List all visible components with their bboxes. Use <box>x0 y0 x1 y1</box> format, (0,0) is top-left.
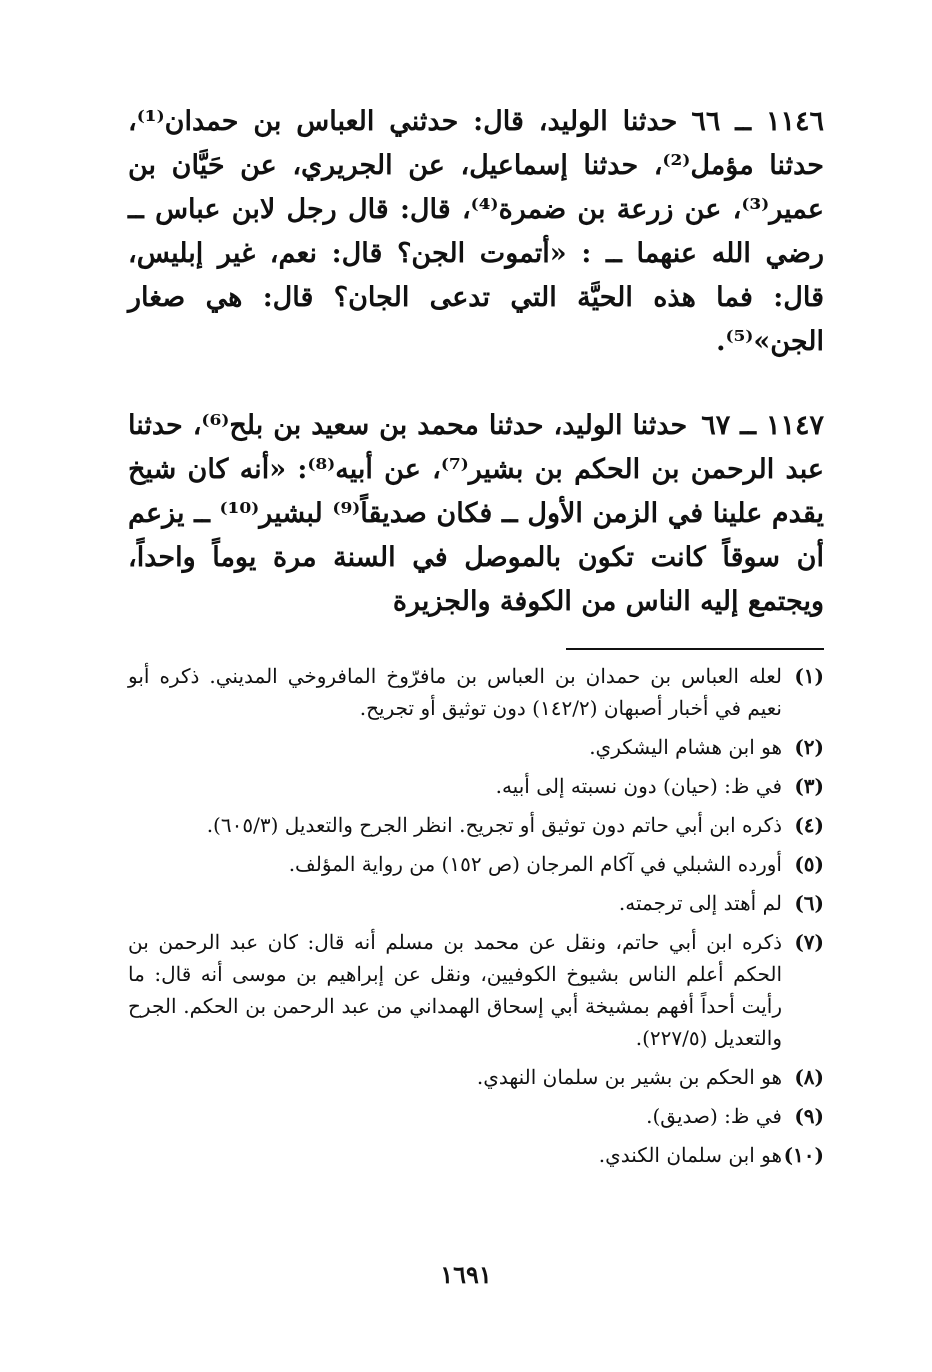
footnote-item <box>128 887 824 919</box>
footnote-number: (١) <box>794 664 824 688</box>
footnote-text: ذكره ابن أبي حاتم، ونقل عن محمد بن مسلم أنه قال: كان عبد الرحمن بن الحكم أعلم الناس بشيوخ الكوفيين، ونقل عن إبراهيم بن موسى أنه قال: ما رأيت أحداً أفهم بمشيخة أبي إسحاق الهمداني من عبد الرحمن بن الحكم. الجرح والتعديل (٢٢٧/٥). <box>128 930 782 1050</box>
footnote-text: في ظ: (صديق). <box>646 1104 782 1128</box>
hadith-entry <box>128 100 824 364</box>
footnote-text: في ظ: (حيان) دون نسبته إلى أبيه. <box>495 774 782 798</box>
footnote-text: أورده الشبلي في آكام المرجان (ص ١٥٢) من رواية المؤلف. <box>288 852 782 876</box>
footnotes-list <box>128 660 824 1178</box>
footnote-divider <box>566 648 824 650</box>
footnote-number: (٨) <box>794 1065 824 1089</box>
footnote-number: (٦) <box>794 891 824 915</box>
footnote-number: (٩) <box>794 1104 824 1128</box>
footnote-text: لم أهتد إلى ترجمته. <box>618 891 782 915</box>
footnote-item <box>128 660 824 724</box>
footnote-text: هو الحكم بن بشير بن سلمان النهدي. <box>476 1065 782 1089</box>
footnote-item <box>128 770 824 802</box>
footnote-item <box>128 1100 824 1132</box>
footnote-item <box>128 926 824 1054</box>
main-text <box>128 100 824 624</box>
footnote-item <box>128 731 824 763</box>
footnote-number: (١٠) <box>783 1143 824 1167</box>
footnote-text: لعله العباس بن حمدان بن العباس بن مافرّوخ المافروخي المديني. ذكره أبو نعيم في أخبار أصبهان (١٤٢/٢) دون توثيق أو تجريح. <box>128 664 782 720</box>
hadith-text: حدثنا الوليد، قال: حدثني العباس بن حمدان⁽¹⁾، حدثنا مؤمل⁽²⁾، حدثنا إسماعيل، عن الجريري، عن حَيَّان بن عمير⁽³⁾، عن زرعة بن ضمرة⁽⁴⁾، قال: قال رجل لابن عباس ــ رضي الله عنهما ــ : «أتموت الجن؟ قال: نعم، غير إبليس، قال: فما هذه الحيَّة التي تدعى الجان؟ قال: هي صغار الجن»⁽⁵⁾. <box>128 106 825 357</box>
footnote-number: (٥) <box>794 852 824 876</box>
footnote-item <box>128 809 824 841</box>
footnote-number: (٤) <box>794 813 824 837</box>
footnote-text: هو ابن سلمان الكندي. <box>598 1143 782 1167</box>
hadith-text: حدثنا الوليد، حدثنا محمد بن سعيد بن بلح⁽⁶⁾، حدثنا عبد الرحمن بن الحكم بن بشير⁽⁷⁾، عن أبيه⁽⁸⁾: «أنه كان شيخ يقدم علينا في الزمن الأول ــ فكان صديقاً⁽⁹⁾ لبشير⁽¹⁰⁾ ــ يزعم أن سوقاً كانت تكون بالموصل في السنة مرة يوماً واحداً، ويجتمع إليه الناس من الكوفة والجزيرة <box>128 410 824 617</box>
hadith-number: ١١٤٦ ــ ٦٦ <box>691 106 824 137</box>
footnote-item <box>128 1139 824 1171</box>
footnote-number: (٢) <box>794 735 824 759</box>
hadith-entry <box>128 404 824 624</box>
footnote-item <box>128 1061 824 1093</box>
footnote-number: (٣) <box>794 774 824 798</box>
footnote-item <box>128 848 824 880</box>
page-number: ١٦٩١ <box>440 1260 492 1289</box>
footnote-text: ذكره ابن أبي حاتم دون توثيق أو تجريح. انظر الجرح والتعديل (٦٠٥/٣). <box>206 813 782 837</box>
footnote-text: هو ابن هشام اليشكري. <box>589 735 782 759</box>
hadith-number: ١١٤٧ ــ ٦٧ <box>701 410 824 441</box>
footnote-number: (٧) <box>794 930 824 954</box>
